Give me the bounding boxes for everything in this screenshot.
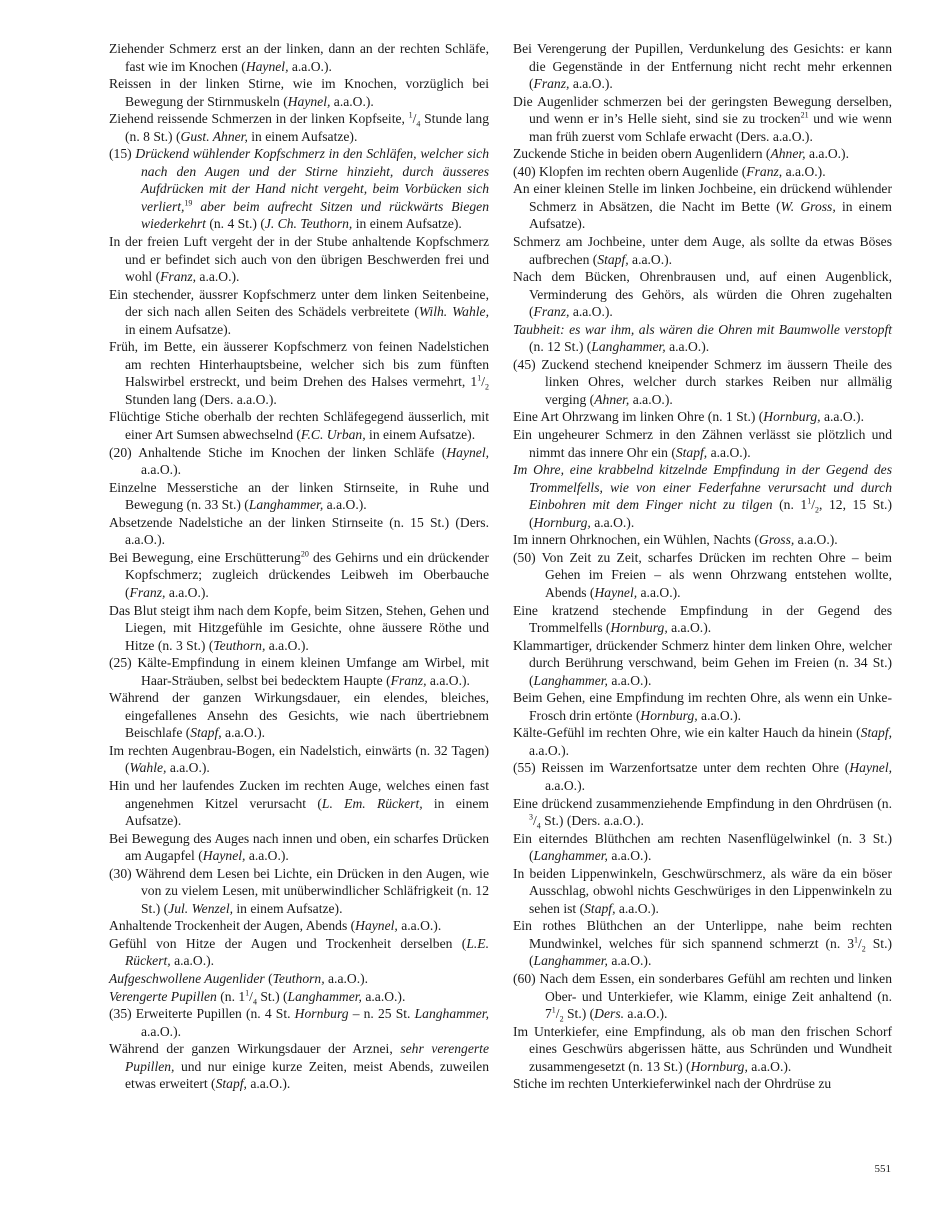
symptom-entry: Flüchtige Stiche oberhalb der rechten Schläfegegend äusserlich, mit einer Art Sumsen abwechselnd (F.C. Urban, in einem Aufsatze). <box>109 409 489 443</box>
symptom-entry: Schmerz am Jochbeine, unter dem Auge, als sollte da etwas Böses aufbrechen (Stapf, a.a.O.). <box>513 234 892 267</box>
symptom-entry: Im Ohre, eine krabbelnd kitzelnde Empfindung in der Gegend des Trommelfells, wie von einer Federfahne verursacht und durch Einbohren mit dem Finger nicht zu tilgen (n. $1^1/_2$, 12, 15 St.) (Hornburg, a.a.O.). <box>513 462 892 530</box>
symptom-entry: Reissen in der linken Stirne, wie im Knochen, vorzüglich bei Bewegung der Stirnmuskeln (Haynel, a.a.O.). <box>109 76 489 109</box>
symptom-entry: (15) Drückend wühlender Kopfschmerz in den Schläfen, welcher sich nach den Augen und der Stirne hinzieht, durch äusseres Aufdrücken mit der Hand nicht vergeht, beim Vorbücken sich verliert,$^{19}$ aber beim aufrecht Sitzen und rückwärts Biegen wiederkehrt (n. 4 St.) (J. Ch. Teuthorn, in einem Aufsatze). <box>109 146 489 232</box>
symptom-entry: (50) Von Zeit zu Zeit, scharfes Drücken im rechten Ohre – beim Gehen im Freien – als wenn Ohrzwang entstehen wollte, Abends (Haynel, a.a.O.). <box>513 549 892 600</box>
symptom-entry: Ziehender Schmerz erst an der linken, dann an der rechten Schläfe, fast wie im Knochen (Haynel, a.a.O.). <box>109 41 489 74</box>
symptom-entry: Beim Gehen, eine Empfindung im rechten Ohre, als wenn ein Unke-Frosch drin ertönte (Hornburg, a.a.O.). <box>513 690 892 723</box>
symptom-entry: Gefühl von Hitze der Augen und Trockenheit derselben (L.E. Rückert, a.a.O.). <box>109 935 489 969</box>
symptom-entry: Im rechten Augenbrau-Bogen, ein Nadelstich, einwärts (n. 32 Tagen) (Wahle, a.a.O.). <box>109 742 489 776</box>
symptom-entry: Taubheit: es war ihm, als wären die Ohren mit Baumwolle verstopft (n. 12 St.) (Langhammer, a.a.O.). <box>513 321 892 355</box>
symptom-entry: (60) Nach dem Essen, ein sonderbares Gefühl am rechten und linken Ober- und Unterkiefer, wie Klamm, einige Zeit anhaltend (n. $7^1/_2$ St.) (Ders. a.a.O.). <box>513 970 892 1024</box>
symptom-entry: (35) Erweiterte Pupillen (n. 4 St. Hornburg – n. 25 St. Langhammer, a.a.O.). <box>109 1006 489 1039</box>
symptom-entry: Eine kratzend stechende Empfindung in der Gegend des Trommelfells (Hornburg, a.a.O.). <box>513 602 892 636</box>
symptom-entry: Kälte-Gefühl im rechten Ohre, wie ein kalter Hauch da hinein (Stapf, a.a.O.). <box>513 725 892 758</box>
symptom-entry: Nach dem Bücken, Ohrenbrausen und, auf einen Augenblick, Verminderung des Gehörs, als würden die Ohren zugehalten (Franz, a.a.O.). <box>513 269 892 320</box>
symptom-entry: Bei Verengerung der Pupillen, Verdunkelung des Gesichts: er kann die Gegenstände in der Entfernung nicht recht mehr erkennen (Franz, a.a.O.). <box>513 41 892 92</box>
symptom-entry: (40) Klopfen im rechten obern Augenlide (Franz, a.a.O.). <box>513 163 826 179</box>
symptom-entry: Einzelne Messerstiche an der linken Stirnseite, in Ruhe und Bewegung (n. 33 St.) (Langhammer, a.a.O.). <box>109 479 489 513</box>
symptom-entry: Früh, im Bette, ein äusserer Kopfschmerz von feinen Nadelstichen am rechten Hinterhauptsbeine, welcher sich bis zum fünften Halswirbel erstreckt, und beim Drehen des Halses vermehrt, $1^1/_2$ Stunden lang (Ders. a.a.O.). <box>109 339 489 407</box>
symptom-entry: Verengerte Pupillen (n. $1^1/_4$ St.) (Langhammer, a.a.O.). <box>109 988 406 1007</box>
symptom-entry: Absetzende Nadelstiche an der linken Stirnseite (n. 15 St.) (Ders. a.a.O.). <box>109 514 489 548</box>
symptom-entry: Hin und her laufendes Zucken im rechten Auge, welches einen fast angenehmen Kitzel verursacht (L. Em. Rückert, in einem Aufsatze). <box>109 777 489 829</box>
symptom-entry: Stiche im rechten Unterkieferwinkel nach der Ohrdrüse zu <box>513 1076 832 1092</box>
symptom-entry: Während der ganzen Wirkungsdauer, ein elendes, bleiches, eingefallenes Ansehn des Gesichts, wie nach übertriebnem Beischlafe (Stapf, a.a.O.). <box>109 690 489 741</box>
symptom-entry: (55) Reissen im Warzenfortsatze unter dem rechten Ohre (Haynel, a.a.O.). <box>513 760 892 793</box>
symptom-entry: Ein ungeheurer Schmerz in den Zähnen verlässt sie plötzlich und nimmt das innere Ohr ein (Stapf, a.a.O.). <box>513 427 892 460</box>
symptom-entry: Ein eiterndes Blüthchen am rechten Nasenflügelwinkel (n. 3 St.) (Langhammer, a.a.O.). <box>513 830 892 864</box>
symptom-entry: Eine drückend zusammenziehende Empfindung in den Ohrdrüsen (n. $^3/_4$ St.) (Ders. a.a.O.). <box>513 795 892 831</box>
symptom-entry: Klammartiger, drückender Schmerz hinter dem linken Ohre, welcher durch Berührung verschwand, beim Gehen im Freien (n. 34 St.) (Langhammer, a.a.O.). <box>513 637 892 688</box>
symptom-entry: Die Augenlider schmerzen bei der geringsten Bewegung derselben, und wenn er in’s Helle sieht, sind sie zu trocken$^{21}$ und wie wenn man früh zuerst vom Schlafe erwacht (Ders. a.a.O.). <box>513 93 892 144</box>
page-number: 551 <box>874 1163 891 1175</box>
symptom-entry: Im Unterkiefer, eine Empfindung, als ob man den frischen Schorf eines Geschwürs abgerissen hätte, aus Schründen und Wundheit zusammengesetzt (n. 13 St.) (Hornburg, a.a.O.). <box>513 1023 892 1074</box>
symptom-entry: Bei Bewegung, eine Erschütterung$^{20}$ des Gehirns und ein drückender Kopfschmerz; zugleich drückendes Leibweh im Oberbauche (Franz, a.a.O.). <box>109 549 489 600</box>
symptom-entry: (30) Während dem Lesen bei Lichte, ein Drücken in den Augen, wie von zu vielem Lesen, mit unüberwindlicher Schläfrigkeit (n. 12 St.) (Jul. Wenzel, in einem Aufsatze). <box>109 865 489 916</box>
symptom-entry: Eine Art Ohrzwang im linken Ohre (n. 1 St.) (Hornburg, a.a.O.). <box>513 409 864 425</box>
symptom-entry: Ziehend reissende Schmerzen in der linken Kopfseite, $^1/_4$ Stunde lang (n. 8 St.) (Gust. Ahner, in einem Aufsatze). <box>109 110 489 144</box>
left-column <box>109 40 489 1093</box>
symptom-entry: Ein rothes Blüthchen an der Unterlippe, nahe beim rechten Mundwinkel, welches für sich spannend schmerzt (n. $3^1/_2$ St.) (Langhammer, a.a.O.). <box>513 918 892 969</box>
symptom-entry: Während der ganzen Wirkungsdauer der Arznei, sehr verengerte Pupillen, und nur einige kurze Zeiten, meist Abends, zuweilen etwas erweitert (Stapf, a.a.O.). <box>109 1041 489 1092</box>
symptom-entry: Das Blut steigt ihm nach dem Kopfe, beim Sitzen, Stehen, Gehen und Liegen, mit Hitzgefühle im Gesichte, ohne äussere Röthe und Hitze (n. 3 St.) (Teuthorn, a.a.O.). <box>109 602 489 653</box>
symptom-entry: Zuckende Stiche in beiden obern Augenlidern (Ahner, a.a.O.). <box>513 146 849 162</box>
symptom-entry: Bei Bewegung des Auges nach innen und oben, ein scharfes Drücken am Augapfel (Haynel, a.a.O.). <box>109 830 489 864</box>
right-column <box>513 40 892 1093</box>
symptom-entry: (25) Kälte-Empfindung in einem kleinen Umfange am Wirbel, mit Haar-Sträuben, selbst bei bedecktem Haupte (Franz, a.a.O.). <box>109 655 489 688</box>
symptom-entry: (20) Anhaltende Stiche im Knochen der linken Schläfe (Haynel, a.a.O.). <box>109 444 489 478</box>
symptom-entry: Anhaltende Trockenheit der Augen, Abends (Haynel, a.a.O.). <box>109 918 442 934</box>
symptom-entry: An einer kleinen Stelle im linken Jochbeine, ein drückend wühlender Schmerz in Absätzen, die Nacht im Bette (W. Gross, in einem Aufsatze). <box>513 181 892 232</box>
symptom-entry: Im innern Ohrknochen, ein Wühlen, Nachts (Gross, a.a.O.). <box>513 532 838 548</box>
symptom-entry: Ein stechender, äussrer Kopfschmerz unter dem linken Seitenbeine, der sich nach allen Seiten des Schädels verbreitete (Wilh. Wahle, in einem Aufsatze). <box>109 286 489 337</box>
symptom-entry: In beiden Lippenwinkeln, Geschwürschmerz, als wäre da ein böser Ausschlag, obwohl nichts Geschwüriges in den Lippenwinkeln zu sehen ist (Stapf, a.a.O.). <box>513 865 892 916</box>
symptom-entry: (45) Zuckend stechend kneipender Schmerz im äussern Theile des linken Ohres, welcher durch starkes Reiben nur allmälig verging (Ahner, a.a.O.). <box>513 356 892 407</box>
symptom-entry: Aufgeschwollene Augenlider (Teuthorn, a.a.O.). <box>109 970 369 986</box>
symptom-entry: In der freien Luft vergeht der in der Stube anhaltende Kopfschmerz und er befindet sich auch von den übrigen Beschwerden frei und wohl (Franz, a.a.O.). <box>109 234 489 285</box>
